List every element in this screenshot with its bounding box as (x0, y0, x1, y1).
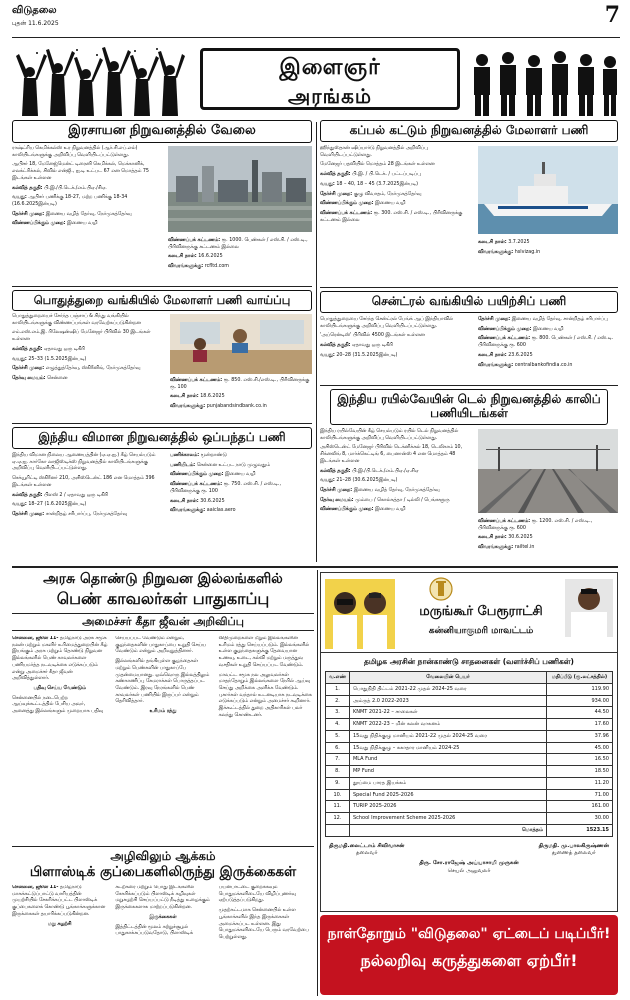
job-railtel-body-2 (478, 519, 618, 555)
news-plastic-seats-para-2: கடற்கரை மற்றும் பொது இடங்களில் சேகரிக்கப்படும் பிளாஸ்டிக் கழிவுகள் மறுசுழற்சி செய்யப்பட்டு நீடித்து உழைக்கும் இருக்கைகளாக மாற்றப்படுகின்றன. (115, 885, 210, 911)
job-psb-intro: பொதுத்துறையைச் சேர்ந்த பஞ்சாப் & சிந்து வங்கியில் காலியிடங்களுக்கு விண்ணப்பங்கள் வரவேற்கப்படுகின்றன (12, 314, 141, 326)
ad-district: கன்னியாகுமரி மாவட்டம் (428, 626, 534, 636)
bank-counter-photo (170, 314, 312, 374)
job-aai-body-2 (170, 453, 312, 518)
issue-date: புதன் 11.6.2025 (12, 19, 59, 27)
news-women-guards-headline-1: அரசு தொண்டு நிறுவன இல்லங்களில் (43, 571, 283, 587)
value-qualification: பிளஸ் 2 / ஏதாவது ஒரு டிகிரி (44, 492, 108, 498)
label-age: வயது: (320, 478, 335, 484)
footer-line-2: நல்லறிவு கருத்துகளை ஏற்பீர்! (360, 950, 578, 970)
govt-achievements-ad (320, 572, 618, 912)
page-divider (12, 566, 618, 568)
job-rcf (12, 120, 312, 290)
value-exam-center: மும்பை / கொல்கத்தா / டில்லி / பெங்களூரு (355, 497, 450, 503)
label-tenure: பணிக்காலம்: (170, 453, 200, 458)
row-work-name: 15வது நிதிக்குழு மானியம் 2021-22 முதல் 2024-25 வரை (349, 730, 546, 742)
col-header-work-name: வேலையின் பெயர் (349, 672, 546, 684)
label-selection: தேர்ச்சி முறை: (12, 366, 45, 372)
label-last-date: கடைசி நாள்: (170, 394, 199, 400)
row-value: 934.00 (547, 695, 613, 707)
row-serial: 3. (326, 707, 350, 719)
job-psb-body-2 (170, 378, 312, 414)
row-serial: 2. (326, 695, 350, 707)
section-title-box (200, 48, 460, 110)
masthead (12, 4, 620, 38)
label-details: விவரங்களுக்கு: (170, 508, 206, 514)
news-women-guards-para-4: விதிமுறைகளை மீறும் இல்லங்களின் உரிமம் ரத்து செய்யப்படும். இல்லங்களில் உள்ள குழந்தைகளுக்கு தேவையான உணவு, உடை, கல்வி மற்றும் மருத்துவ வசதிகள் உறுதி செய்யப்பட வேண்டும். (218, 636, 310, 668)
job-psb-posts: எம்.எஸ்.எம்.இ. ரிலேஷன்ஷிப் மேனேஜர் பிரிவில் 30 இடங்கள் உள்ளன (12, 330, 151, 343)
col-header-value: மதிப்பீடு (ரூ.லட்சத்தில்) (547, 672, 613, 684)
table-row (326, 777, 613, 789)
value-fee: ரூ. 850. எஸ்.சி./எஸ்.டி., பிரிவினருக்கு ரூ. 100 (170, 378, 310, 390)
row-serial: 8. (326, 766, 350, 778)
label-fee: விண்ணப்பக் கட்டணம்: (478, 519, 531, 524)
section-divider (320, 287, 618, 288)
row-work-name: TURIP 2025-2026 (349, 801, 546, 813)
value-age: 25–33 (1.5.2025இன்படி) (28, 356, 87, 362)
value-selection: இணைய வழித் தேர்வு, நேர்முகத்தேர்வு (45, 211, 132, 217)
section-divider (12, 846, 314, 847)
value-selection: சான்றிதழ் சரிபார்ப்பு, நேர்முகத்தேர்வு (45, 511, 128, 517)
label-qualification: கல்வித் தகுதி: (12, 492, 43, 498)
news-women-guards-para-1: தமிழ்நாடு அரசு சமூக நலன் மற்றும் மகளிர் உரிமைத்துறையின் கீழ் இயங்கும் அரசு மற்றும் தொண்டு நிறுவன இல்லங்களில் பெண் காவலர்களை பணியமர்த்த நடவடிக்கை எடுக்கப்படும் என்று அமைச்சர் கீதா ஜீவன் அறிவித்துள்ளார். (12, 636, 108, 682)
section-title-line2: அரங்கம் (288, 83, 372, 108)
value-fee: ரூ. 750. எஸ்.சி. / எஸ்.டி., பிரிவினருக்கு ரூ. 100 (170, 482, 282, 494)
value-qualification: பி.இ. / பி.டெக். / பட்டப்படிப்பு (352, 172, 421, 178)
news-plastic-seats-subheading-2: இருக்கைகள் (149, 914, 177, 920)
paper-name: விடுதலை (12, 5, 57, 16)
news-women-guards-subhead: அமைச்சர் கீதா ஜீவன் அறிவிப்பு (12, 613, 314, 631)
value-last-date: 18.6.2025 (200, 394, 225, 400)
value-qualification: ஏதாவது ஒரு டிகிரி (44, 346, 85, 352)
industrial-plant-photo (168, 146, 312, 232)
row-value: 37.96 (547, 730, 613, 742)
value-exam-center: சென்னை (47, 375, 68, 381)
table-row (326, 707, 613, 719)
value-details: centralbankofindia.co.in (514, 362, 573, 368)
signatory-3-role: செயல் அலுவலர் (447, 867, 491, 874)
row-value: 17.60 (547, 719, 613, 731)
table-row (326, 742, 613, 754)
news-plastic-seats-body (12, 885, 314, 990)
value-qualification: பி.இ./பி.டெக்./எம்.பிஏ./ஏ.சிஏ (352, 468, 419, 474)
job-central-bank-headline: சென்ட்ரல் வங்கியில் பயிற்சிப் பணி (320, 291, 618, 313)
value-last-date: 3.7.2025 (508, 240, 530, 245)
job-rcf-intro: ராஷ்ட்ரிய கெமிக்கல்ஸ் உர நிறுவனத்தில் (ஆர்.சி.எப்.எல்) காலியிடங்களுக்கு அறிவிப்பு வெளியிடப்பட்டுள்ளது. (12, 146, 138, 158)
professionals-illustration (468, 48, 618, 116)
section-title-line1: இளைஞர் (279, 55, 381, 80)
label-details: விவரங்களுக்கு: (478, 545, 514, 551)
news-plastic-seats-para-1: தமிழ்நாடு மாசுக்கட்டுப்பாட்டு வாரியத்தின் முயற்சியில் சேகரிக்கப்பட்ட பிளாஸ்டிக் குப்பைகளைக் கொண்டு பூங்காக்களுக்கான இருக்கைகள் தயாரிக்கப்படுகின்றன. (12, 885, 106, 917)
job-railtel-body (320, 429, 470, 517)
page-number: 7 (604, 2, 620, 28)
label-age: வயது: (12, 502, 27, 508)
job-railtel-intro: இந்திய ரயில்வேயின் கீழ் செயல்படும் ரயில் டெல் நிறுவனத்தில் காலியிடங்களுக்கு அறிவிப்பு வெளியிடப்பட்டுள்ளது. (320, 429, 459, 441)
label-selection: தேர்ச்சி முறை: (320, 487, 353, 493)
job-rcf-posts: ஆபிசர் 18, மேனேஜ்மென்ட் டிரைனி கெமிக்கல், மெக்கானிக், எலக்ட்ரிக்கல், சிவில் என்ஜி., ஐ.டி உட்பட 67 என மொத்தம் 75 இடங்கள் உள்ளன (12, 162, 149, 181)
news-women-guards-subheading-2: உரிமம் ரத்து (149, 709, 177, 715)
value-qualification: ஏதாவது ஒரு டிகிரி (352, 343, 393, 349)
value-selection: எழுத்துத்தேர்வு, ஸ்கிரீனிங், நேர்முகத்தேர்வு (45, 366, 141, 372)
row-work-name: MLA Fund (349, 754, 546, 766)
row-serial: 12. (326, 813, 350, 825)
row-work-name: Special Fund 2025-2026 (349, 789, 546, 801)
row-value: 11.20 (547, 777, 613, 789)
row-serial: 10. (326, 789, 350, 801)
ad-title: தமிழக அரசின் நான்காண்டு சாதனைகள் (வளர்ச்சிப் பணிகள்) (364, 657, 574, 666)
job-psb-headline: பொதுத்துறை வங்கியில் மேலாளர் பணி வாய்ப்பு (12, 290, 312, 311)
job-rcf-headline: இரசாயன நிறுவனத்தில் வேலை (12, 120, 312, 143)
label-selection: தேர்ச்சி முறை: (320, 191, 353, 197)
job-railtel-posts: அசிஸ்டென்ட் மேனேஜர் பிரிவில் டெக்னிக்கல் 18, டெலிகாம் 10, சிக்னலிங் 8, மார்க்கெட்டிங் 6, பைனான்ஸ் 4 என மொத்தம் 48 இடங்கள் உள்ளன (320, 445, 463, 464)
total-value: 1523.15 (547, 824, 613, 836)
job-shipyard-intro: ஹிந்துஸ்தான் ஷிப்யார்டு நிறுவனத்தில் அறிவிப்பு வெளியிடப்பட்டுள்ளது. (320, 146, 428, 158)
row-value: 30.00 (547, 813, 613, 825)
row-work-name: KNMT 2022-23 – மின் கலன் வாகனம் (349, 719, 546, 731)
value-last-date: 30.6.2025 (200, 498, 225, 504)
value-apply-mode: இணைய வழி (67, 221, 98, 227)
ad-org-name: மருங்கூர் பேரூராட்சி (419, 604, 543, 619)
job-railtel-headline: இந்திய ரயில்வேயின் டெல் நிறுவனத்தில் காலிப் பணியிடங்கள் (330, 389, 608, 425)
column-divider (317, 570, 318, 996)
job-aai (12, 427, 312, 562)
label-qualification: கல்வித் தகுதி: (12, 185, 43, 191)
job-shipyard-headline: கப்பல் கட்டும் நிறுவனத்தில் மேலாளர் பணி (320, 120, 618, 142)
value-details: hslvizag.in (514, 249, 541, 255)
value-details: railtel.in (514, 545, 535, 551)
news-plastic-seats-headline-2: பிளாஸ்டிக் குப்பைகளிலிருந்து இருக்கைகள் (29, 864, 297, 881)
label-apply-mode: விண்ணப்பிக்கும் முறை: (320, 507, 374, 513)
value-age: 20–28 (31.5.2025இன்படி) (336, 352, 398, 358)
job-psb-body (12, 314, 164, 386)
job-aai-headline: இந்திய விமான நிறுவனத்தில் ஒப்பந்தப் பணி (12, 427, 312, 449)
label-details: விவரங்களுக்கு: (478, 249, 514, 255)
job-shipyard-body-2 (478, 240, 618, 259)
row-serial: 7. (326, 754, 350, 766)
table-row (326, 813, 613, 825)
job-rcf-body-2 (168, 238, 312, 274)
value-details: rcfltd.com (204, 264, 229, 270)
value-apply-mode: இணைய வழி (225, 472, 256, 478)
row-serial: 4. (326, 719, 350, 731)
value-details: aaiclas.aero (206, 508, 236, 514)
tamil-nadu-emblem-icon (429, 577, 453, 601)
value-last-date: 30.6.2025 (508, 535, 533, 541)
value-last-date: 16.6.2025 (198, 254, 223, 260)
section-divider (12, 286, 312, 287)
dateline: சென்னை, ஜூன் 11- (12, 885, 59, 891)
value-selection: இணைய வழித் தேர்வு, நேர்முகத்தேர்வு (353, 487, 440, 493)
ad-signatory-3 (321, 857, 617, 875)
signatory-3-name: திரு. சோ.ராஜேஷ் அய்யாசாமி முருகன் (419, 860, 519, 867)
value-age: 18–27 (1.6.2025இன்படி) (28, 502, 87, 508)
total-label: மொத்தம் (349, 824, 546, 836)
job-central-bank-body (320, 317, 470, 363)
job-aai-posts: செக்யூரிட்டி ஸ்கிரீனர் 210, அசிஸ்டென்ட் 186 என மொத்தம் 396 இடங்கள் உள்ளன (12, 476, 155, 488)
value-age: 18 – 40, 18 – 45 (3.7.2025இன்படி) (336, 181, 419, 187)
row-work-name: KNMT 2021-22 – சாலைகள் (349, 707, 546, 719)
table-row (326, 719, 613, 731)
label-details: விவரங்களுக்கு: (168, 264, 204, 270)
row-value: 18.50 (547, 766, 613, 778)
label-fee: விண்ணப்பக் கட்டணம்: (170, 378, 223, 383)
label-qualification: கல்வித் தகுதி: (320, 172, 351, 178)
value-workplace: சென்னை உட்பட நாடு முழுவதும் (196, 462, 271, 468)
job-aai-intro: இந்திய விமான நிலைய ஆணையத்தின் (ஏ.ஏ.ஐ.) கீழ் செயல்படும் ஏ.ஏ.ஐ. கார்கோ லாஜிஸ்டிக்ஸ் நிறுவனத்தில் காலியிடங்களுக்கு அறிவிப்பு வெளியிடப்பட்டுள்ளது. (12, 453, 156, 472)
news-women-guards-para-5: மாவட்ட சமூக நல அலுவலர்கள் மாதந்தோறும் இல்லங்களை நேரில் ஆய்வு செய்து அறிக்கை அளிக்க வேண்டும். புகார்கள் வந்தால் உடனடியாக நடவடிக்கை எடுக்கப்படும் என்றும் அமைச்சர் கூறினார். இக்கூட்டத்தில் துறை அதிகாரிகள் பலர் கலந்து கொண்டனர். (218, 672, 312, 718)
row-value: 71.00 (547, 789, 613, 801)
section-banner (12, 42, 620, 118)
railway-tracks-photo (478, 429, 618, 513)
table-row (326, 789, 613, 801)
table-row (326, 801, 613, 813)
row-value: 45.00 (547, 742, 613, 754)
section-divider (320, 385, 618, 386)
job-shipyard-posts: மேனேஜர் பதவியில் மொத்தம் 28 இடங்கள் உள்ளன (320, 162, 435, 168)
news-women-guards-headline-2: பெண் காவலர்கள் பாதுகாப்பு (56, 589, 270, 609)
label-fee: விண்ணப்பக் கட்டணம்: (170, 482, 223, 488)
value-age: 21–28 (30.6.2025இன்படி) (336, 478, 398, 484)
label-qualification: கல்வித் தகுதி: (320, 468, 351, 474)
label-details: விவரங்களுக்கு: (478, 362, 514, 368)
official-portrait-photo (565, 579, 613, 637)
label-fee: விண்ணப்பக் கட்டணம்: (478, 336, 531, 342)
signatory-1-name: திருமதி.லைட்டாம் சிவிவாசன் (329, 842, 405, 849)
label-age: வயது: (12, 356, 27, 362)
table-row (326, 754, 613, 766)
job-central-bank (320, 291, 618, 383)
row-serial: 11. (326, 801, 350, 813)
value-qualification: பி.இ./பி.டெக்./எம்.பிஏ./சிஏ. (44, 185, 107, 191)
row-serial: 5. (326, 730, 350, 742)
news-plastic-seats-headline-1: அழிவிலும் ஆக்கம் (110, 849, 216, 863)
section-divider (12, 423, 312, 424)
table-row (326, 683, 613, 695)
table-row (326, 695, 613, 707)
table-row (326, 730, 613, 742)
label-selection: தேர்ச்சி முறை: (12, 511, 45, 517)
value-selection: இணைய வழித் தேர்வு, சான்றிதழ் சரிபார்ப்பு (511, 317, 608, 322)
read-viduthalai-banner (320, 915, 618, 995)
job-central-bank-intro: பொதுத்துறையை சேர்ந்த சென்ட்ரல் பேங்க் ஆப் இந்தியாவில் காலியிடங்களுக்கு அறிவிப்பு வெளியிடப்பட்டுள்ளது. (320, 317, 454, 329)
news-women-guards-subheading-1: பதிவு செய்ய வேண்டும் (33, 686, 86, 691)
value-last-date: 23.6.2025 (508, 352, 533, 358)
job-shipyard-body (320, 146, 470, 227)
row-serial: 1. (326, 683, 350, 695)
label-last-date: கடைசி நாள்: (170, 498, 199, 504)
row-value: 161.00 (547, 801, 613, 813)
value-tenure: மூன்றாண்டு (200, 453, 227, 458)
label-fee: விண்ணப்பக் கட்டணம்: (168, 238, 221, 243)
column-divider (316, 122, 317, 562)
label-fee: விண்ணப்பக் கட்டணம்: (320, 210, 373, 216)
value-selection: குழு விவாதம், நேர்முகத்தேர்வு (353, 191, 422, 197)
label-apply-mode: விண்ணப்பிக்கும் முறை: (12, 221, 66, 227)
row-serial: 6. (326, 742, 350, 754)
job-aai-body (12, 453, 162, 522)
coast-guard-ship-photo (478, 146, 618, 234)
value-fee: ரூ. 1000. பெண்கள் / எஸ்.சி. / எஸ்.டி., பிரிவினருக்கு கட்டணம் இல்லை (168, 238, 308, 250)
label-last-date: கடைசி நாள்: (478, 352, 507, 358)
development-works-table (325, 671, 613, 837)
col-header-serial: வ.எண் (326, 672, 350, 684)
label-workplace: பணியிடம்: (170, 462, 196, 468)
label-last-date: கடைசி நாள்: (478, 240, 507, 245)
row-value: 44.50 (547, 707, 613, 719)
signatory-2-name: திருமதி. மு.பாலகிருஷ்ணன் (538, 842, 609, 849)
job-central-bank-posts: 'அப்ரென்டிஸ்' பிரிவில் 4500 இடங்கள் உள்ளன (320, 333, 425, 339)
label-age: வயது: (12, 195, 27, 201)
ad-signatories (321, 837, 617, 858)
label-qualification: கல்வித் தகுதி: (12, 346, 43, 352)
leaders-portrait-photo (325, 579, 395, 649)
label-qualification: கல்வித் தகுதி: (320, 343, 351, 349)
job-railtel (320, 389, 618, 564)
row-work-name: அம்ருத் 2.0 2022-2023 (349, 695, 546, 707)
label-apply-mode: விண்ணப்பிக்கும் முறை: (320, 201, 374, 207)
news-plastic-seats-para-3: இத்திட்டத்தின் மூலம் சுற்றுச்சூழல் பாதுகாக்கப்படுவதோடு, பிளாஸ்டிக் பயன்பாட்டை குறைக்கவும் பொதுமக்களிடையே விழிப்புணர்வு ஏற்படுத்தப்படுகிறது. (115, 885, 296, 937)
label-details: விவரங்களுக்கு: (170, 404, 206, 410)
job-rcf-body (12, 146, 162, 231)
news-plastic-seats (12, 850, 314, 998)
row-work-name: தூய்மை பாரத இயக்கம் (349, 777, 546, 789)
celebrating-crowd-illustration (16, 46, 186, 116)
value-details: punjabandsindbank.co.in (206, 404, 267, 410)
label-apply-mode: விண்ணப்பிக்கும் முறை: (170, 472, 224, 478)
dateline: சென்னை, ஜூன் 11- (12, 636, 59, 642)
value-apply-mode: இணைய வழி (375, 507, 406, 513)
label-last-date: கடைசி நாள்: (478, 535, 507, 541)
value-fee: ரூ. 1200. எஸ்.சி. / எஸ்.டி., பிரிவினருக்கு ரூ. 600 (478, 519, 593, 531)
label-exam-center: தேர்வு மையம்: (320, 497, 354, 503)
news-women-guards (12, 572, 314, 842)
news-women-guards-para-3: இல்லங்களில் தங்கியுள்ள குழந்தைகள் மற்றும் பெண்களின் பாதுகாப்பே முதன்மையானது. ஒவ்வொரு இல்லத்திலும் கண்காணிப்பு கேமராக்கள் பொருத்தப்பட வேண்டும். இரவு நேரங்களில் பெண் காவலர்கள் பணியில் இருப்பர் என்றும் தெரிவித்தார். (115, 659, 210, 705)
news-plastic-seats-subheading-1: மறு சுழற்சி (47, 921, 72, 927)
value-fee: ரூ. 800. பெண்கள் / எஸ்.சி. / எஸ்.டி. பிரிவினருக்கு ரூ. 600 (478, 336, 614, 349)
news-women-guards-body (12, 636, 314, 836)
label-age: வயது: (320, 352, 335, 358)
label-age: வயது: (320, 181, 335, 187)
label-selection: தேர்ச்சி முறை: (12, 211, 45, 217)
row-value: 119.90 (547, 683, 613, 695)
signatory-2-role: துணைத் தலைவர் (551, 850, 596, 857)
label-exam-center: தேர்வு மையம்: (12, 375, 46, 381)
signatory-1-role: தலைவர் (355, 850, 378, 857)
value-fee: ரூ. 300. எஸ்.சி. / எஸ்.டி., பிரிவினருக்கு கட்டணம் இல்லை (320, 210, 463, 223)
job-psb (12, 290, 312, 420)
job-central-bank-body-2 (478, 317, 618, 372)
news-women-guards-para-2: சென்னையில் நடைபெற்ற ஆய்வுக்கூட்டத்தில் பேசிய அவர், அனைத்து இல்லங்களும் முறையாக பதிவு செய்யப்பட வேண்டும் என்றும், குழந்தைகளின் பாதுகாப்பை உறுதி செய்ய வேண்டும் என்றும் அறிவுறுத்தினார். (12, 636, 207, 715)
job-shipyard (320, 120, 618, 285)
ad-header (321, 573, 617, 653)
total-spacer (326, 824, 350, 836)
label-apply-mode: விண்ணப்பிக்கும் முறை: (478, 326, 532, 332)
row-work-name: MP Fund (349, 766, 546, 778)
row-work-name: 15வது நிதிக்குழு – சுகாதார மானியம் 2024-25 (349, 742, 546, 754)
row-value: 16.50 (547, 754, 613, 766)
value-apply-mode: இணைய வழி (533, 326, 564, 332)
value-age: ஆபிசர் பணிக்கு 18-27, மற்ற பணிக்கு 18-34 (16.6.2025இன்படி) (12, 195, 128, 207)
row-serial: 9. (326, 777, 350, 789)
row-work-name: School Improvement Scheme 2025-2026 (349, 813, 546, 825)
label-last-date: கடைசி நாள்: (168, 254, 197, 260)
table-row (326, 766, 613, 778)
footer-line-1: நாள்தோறும் "விடுதலை" ஏட்டைப் படிப்பீர்! (327, 926, 611, 942)
news-plastic-seats-para-4: முதற்கட்டமாக சென்னையில் உள்ள பூங்காக்களில் இந்த இருக்கைகள் அமைக்கப்பட உள்ளன. இது பொதுமக்களிடையே பெரும் வரவேற்பை பெற்றுள்ளது. (218, 908, 309, 940)
label-selection: தேர்ச்சி முறை: (478, 317, 511, 322)
row-work-name: பொதுநிதி திட்டம் 2021-22 முதல் 2024-25 வரை (349, 683, 546, 695)
value-apply-mode: இணைய வழி (375, 201, 406, 207)
